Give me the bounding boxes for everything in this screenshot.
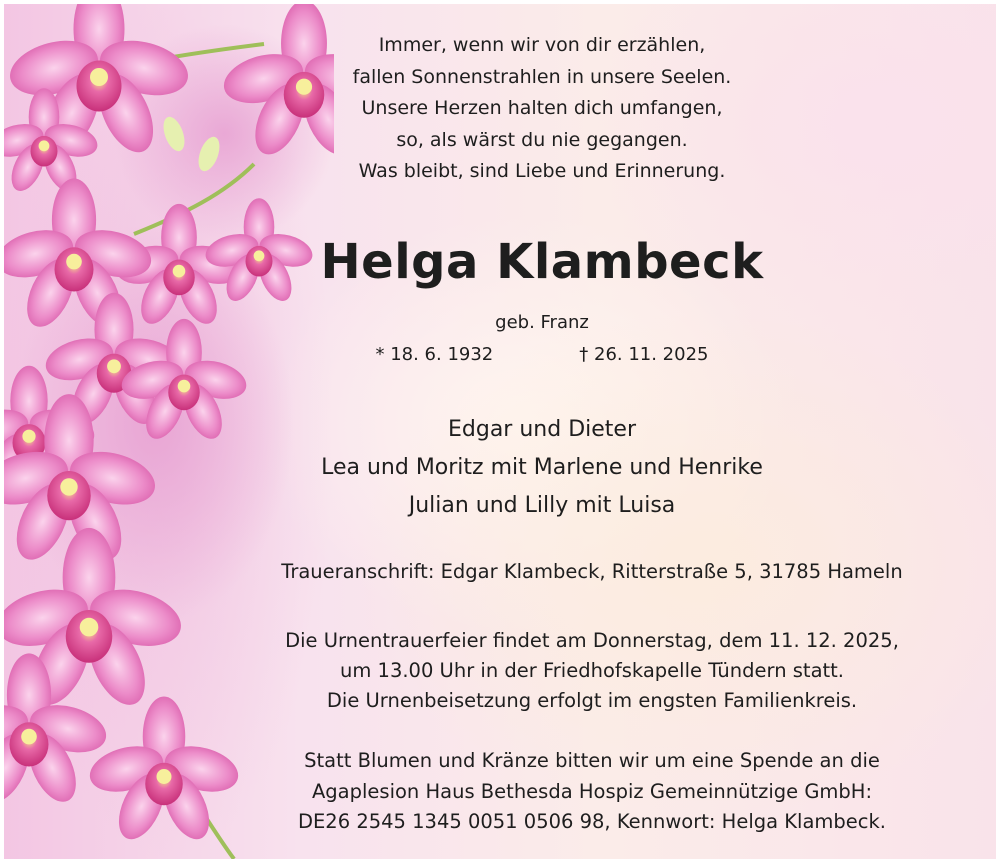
poem-line: Was bleibt, sind Liebe und Erinnerung. <box>358 160 726 182</box>
maiden-name: geb. Franz <box>495 312 589 333</box>
poem-line: so, als wärst du nie gegangen. <box>396 128 688 151</box>
family-members <box>232 411 852 525</box>
family-line: Julian und Lilly mit Luisa <box>408 493 676 518</box>
life-dates <box>232 344 852 365</box>
mourning-address: Traueranschrift: Edgar Klambeck, Ritterstraße 5, 31785 Hameln <box>281 560 903 583</box>
poem-line: Immer, wenn wir von dir erzählen, <box>378 34 706 56</box>
poem-line: fallen Sonnenstrahlen in unsere Seelen. <box>352 65 732 88</box>
ceremony-line: um 13.00 Uhr in der Friedhofskapelle Tündern statt. <box>339 659 845 682</box>
donation-info <box>232 746 952 838</box>
birth-date: * 18. 6. 1932 <box>375 344 494 365</box>
ceremony-line: Die Urnenbeisetzung erfolgt im engsten Familienkreis. <box>326 689 858 712</box>
poem-line: Unsere Herzen halten dich umfangen, <box>361 97 723 119</box>
poem <box>232 30 852 188</box>
family-line: Edgar und Dieter <box>448 417 636 442</box>
ceremony-info <box>232 626 952 716</box>
deceased-name: Helga Klambeck <box>320 234 764 290</box>
death-date: † 26. 11. 2025 <box>579 344 709 365</box>
donation-line: Agaplesion Haus Bethesda Hospiz Gemeinnützige GmbH: <box>311 779 873 803</box>
donation-line: DE26 2545 1345 0051 0506 98, Kennwort: Helga Klambeck. <box>297 810 887 833</box>
ceremony-line: Die Urnentrauerfeier findet am Donnerstag, dem 11. 12. 2025, <box>285 629 899 652</box>
donation-line: Statt Blumen und Kränze bitten wir um eine Spende an die <box>304 749 880 772</box>
obituary-card <box>4 4 996 859</box>
family-line: Lea und Moritz mit Marlene und Henrike <box>321 455 763 480</box>
